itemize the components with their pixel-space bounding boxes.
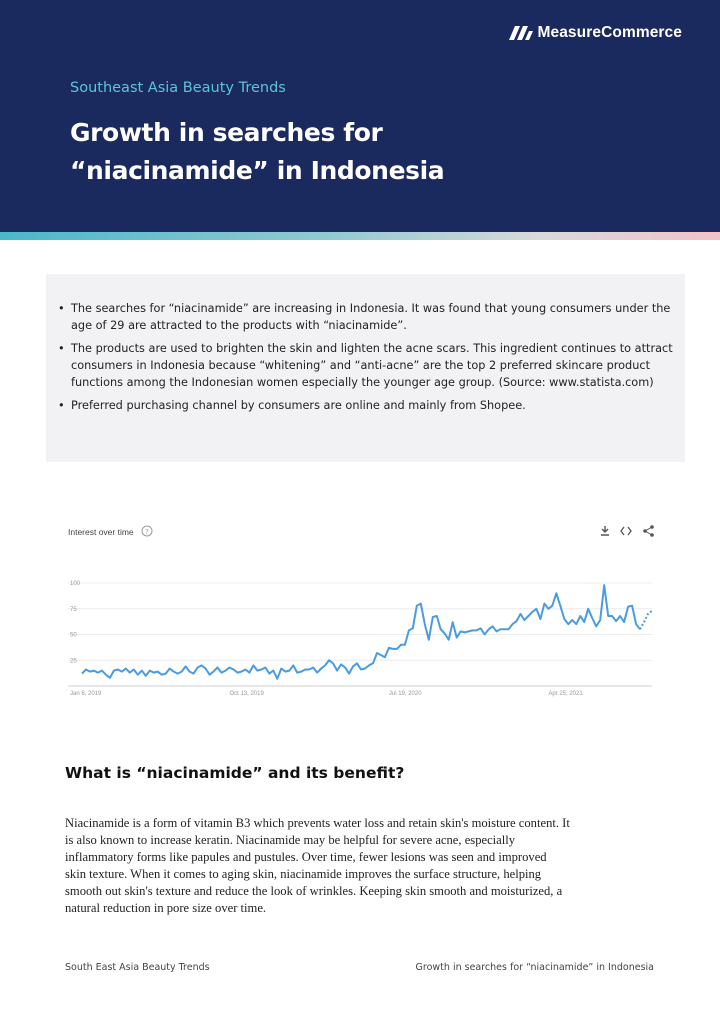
question-circle-icon[interactable] [142, 526, 152, 536]
interest-chart-svg [58, 510, 668, 705]
body-line: inflammatory forms like papules and pustules. Over time, fewer lesions was seen and improved [65, 850, 547, 864]
y-axis-ticks [70, 581, 81, 664]
header-banner [0, 0, 720, 232]
footer-left: South East Asia Beauty Trends [65, 962, 210, 973]
chart-title: Interest over time [68, 527, 134, 537]
y-tick-label: 75 [70, 606, 77, 613]
body-line: smooth out skin's texture and reduce the look of wrinkles. Keeping skin smooth and moisturized, a [65, 884, 563, 898]
interest-chart [58, 510, 668, 705]
y-tick-label: 100 [70, 581, 81, 587]
body-line: natural reduction in pore size over time. [65, 901, 267, 915]
body-line: skin texture. When it comes to aging skin, niacinamide improves the surface structure, helping [65, 867, 542, 881]
title-line: Growth in searches for [70, 118, 383, 147]
brand-logo [509, 24, 682, 42]
x-tick-label: Jul 19, 2020 [388, 691, 422, 697]
download-icon[interactable] [601, 526, 609, 535]
svg-text:?: ? [145, 528, 149, 536]
section-heading: What is “niacinamide” and its benefit? [65, 764, 405, 782]
page-title [70, 114, 630, 190]
measurecommerce-logo-icon [509, 26, 533, 40]
footer-right: Growth in searches for “niacinamide” in Indonesia [415, 962, 654, 973]
title-line: “niacinamide” in Indonesia [70, 156, 445, 185]
bullet-item: • The products are used to brighten the skin and lighten the acne scars. This ingredient continues to attract consumers in Indonesia because “whitening” and “anti-acne” are the top 2 preferred skincare product functions among the Indonesian women especially the younger age group. (Source: www.statista.com) [58, 340, 678, 391]
x-tick-label: Apr 25, 2021 [548, 691, 583, 697]
y-tick-label: 50 [70, 632, 77, 639]
bullet-item: • Preferred purchasing channel by consumers are online and mainly from Shopee. [58, 397, 678, 414]
brand-name: MeasureCommerce [537, 24, 682, 41]
bullet-item: • The searches for “niacinamide” are increasing in Indonesia. It was found that young consumers under the age of 29 are attracted to the products with “niacinamide”. [58, 300, 678, 334]
summary-bullets [58, 300, 678, 420]
y-tick-label: 25 [70, 658, 77, 665]
section-body [65, 815, 663, 917]
chart-grid [68, 583, 652, 686]
partial-data-line [640, 611, 652, 630]
series-line [82, 585, 640, 679]
body-line: is also known to increase keratin. Niacinamide may be helpful for severe acne, especially [65, 833, 516, 847]
gradient-divider [0, 232, 720, 240]
body-line: Niacinamide is a form of vitamin B3 which prevents water loss and retain skin's moisture content. It [65, 816, 570, 830]
embed-icon[interactable] [621, 527, 631, 535]
share-icon[interactable] [643, 525, 654, 537]
x-axis-ticks [70, 691, 583, 697]
eyebrow-label: Southeast Asia Beauty Trends [70, 80, 286, 96]
chart-series [82, 585, 652, 679]
x-tick-label: Jan 6, 2019 [70, 691, 102, 697]
x-tick-label: Oct 13, 2019 [229, 691, 264, 697]
